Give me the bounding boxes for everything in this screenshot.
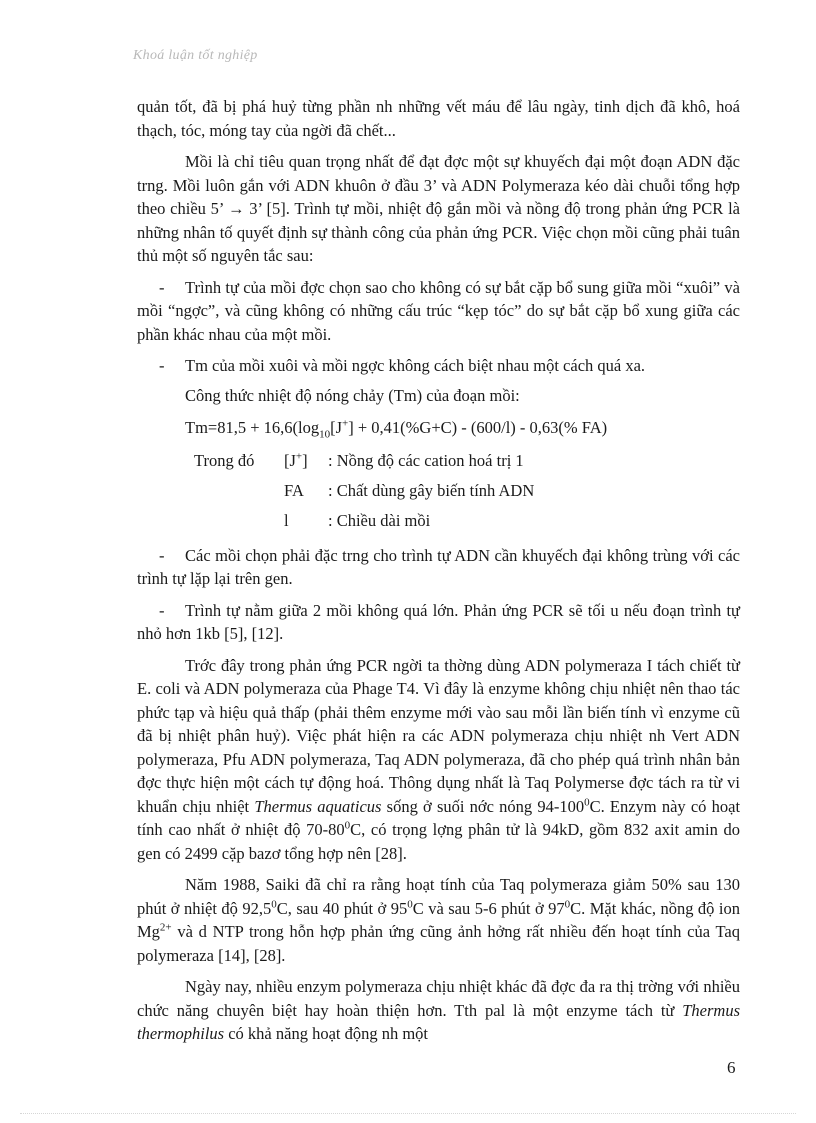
footer-divider	[20, 1113, 796, 1114]
bullet-item	[137, 354, 740, 378]
bullet-dash: -	[159, 600, 165, 620]
definition-row	[137, 476, 740, 506]
definition-lead: Trong đó	[194, 450, 255, 470]
paragraph-modern-enzymes: Ngày nay, nhiều enzym polymeraza chịu nhiệt khác đã đợc đa ra thị trờng với nhiều chức năng chuyên biệt hay hoàn thiện hơn. Tth pal là một enzyme tách từ Thermus thermophilus có khả năng hoạt động nh một	[137, 977, 740, 1043]
tm-formula: $Tm=81,5 + 16,6(\log_{10}[J^+] + 0,41(\%G+C) - (600/l) - 0,63(\%$ FA)	[185, 417, 608, 441]
paragraph-polymerase: Trớc đây trong phản ứng PCR ngời ta thờng dùng ADN polymeraza I tách chiết từ E. coli và ADN polymeraza của Phage T4. Vì đây là enzyme không chịu nhiệt nên thao tác phức tạp và hiệu quả thấp (phải thêm enzyme mới vào sau mỗi lần biến tính vì enzyme cũ đã bị nhiệt phân huỷ). Việc phát hiện ra các ADN polymeraza chịu nhiệt nh Vert ADN polymeraza, Pfu ADN polymeraza, Taq ADN polymeraza, đã cho phép quá trình nhân bản đợc thực hiện một cách tự động hoá. Thông dụng nhất là Taq Polymerse đợc tách ra từ vi khuẩn chịu nhiệt Thermus aquaticus sống ở suối nớc nóng $94-100^0C$. Enzym này có hoạt tính cao nhất ở nhiệt độ $70-80^0C$, có trọng lợng phân tử là 94kD, gồm 832 axit amin do gen có 2499 cặp bazơ tổng hợp nên [28].	[137, 655, 741, 863]
bullet-text: Các mồi chọn phải đặc trng cho trình tự ADN cần khuyếch đại không trùng với các trình tự lặp lại trên gen.	[137, 545, 740, 588]
page-number: 6	[727, 1058, 736, 1077]
definition-text: : Nồng độ các cation hoá trị 1	[328, 450, 524, 470]
bullet-dash: -	[159, 545, 165, 565]
bullet-item	[137, 544, 740, 591]
running-header: Khoá luận tốt nghiệp	[133, 48, 258, 63]
definition-text: : Chất dùng gây biến tính ADN	[328, 480, 535, 500]
bullet-text: Tm của mồi xuôi và mồi ngợc không cách biệt nhau một cách quá xa.	[185, 356, 646, 375]
bullet-dash: -	[159, 277, 165, 297]
definition-text: : Chiều dài mồi	[328, 510, 431, 530]
bullet-item	[137, 599, 740, 646]
formula-intro: Công thức nhiệt độ nóng chảy (Tm) của đoạn mồi:	[185, 385, 520, 405]
definition-symbol: FA	[284, 480, 304, 500]
definition-row	[137, 506, 740, 536]
document-body	[137, 95, 740, 1046]
definition-symbol: l	[284, 510, 289, 530]
bullet-text: Trình tự của mồi đợc chọn sao cho không có sự bắt cặp bổ sung giữa mồi “xuôi” và mồi “ngợc”, và cũng không có những cấu trúc “kẹp tóc” do sự bắt cặp bổ xung giữa các phần khác nhau của một mồi.	[137, 277, 740, 344]
definition-row	[137, 446, 740, 476]
bullet-dash: -	[159, 356, 165, 375]
bullet-item	[137, 276, 740, 347]
paragraph-saiki: Năm 1988, Saiki đã chỉ ra rằng hoạt tính của Taq polymeraza giảm 50% sau 130 phút ở nhiệt độ 92,5$^0$C, sau 40 phút ở $95^0C$ và sau 5-6 phút ở $97^0C$. Mặt khác, nồng độ ion $Mg^{2+}$ và d NTP trong hỗn hợp phản ứng cũng ảnh hởng rất nhiều đến hoạt tính của Taq polymeraza [14], [28].	[137, 875, 740, 965]
definition-symbol: [J+]	[284, 450, 308, 470]
formula-definitions	[137, 446, 740, 536]
paragraph-primer: Mồi là chỉ tiêu quan trọng nhất để đạt đợc một sự khuyếch đại một đoạn ADN đặc trng. Mồi luôn gắn với ADN khuôn ở đầu 3’ và ADN Polymeraza kéo dài chuỗi tổng hợp theo chiều 5’ → 3’ [5]. Trình tự mồi, nhiệt độ gắn mồi và nồng độ trong phản ứng PCR là những nhân tố quyết định sự thành công của phản ứng PCR. Việc chọn mồi cũng phải tuân thủ một số nguyên tắc sau:	[137, 152, 740, 265]
paragraph-continuation: quản tốt, đã bị phá huỷ từng phần nh những vết máu để lâu ngày, tinh dịch đã khô, hoá thạch, tóc, móng tay của ngời đã chết...	[137, 97, 740, 140]
bullet-text: Trình tự nằm giữa 2 mồi không quá lớn. Phản ứng PCR sẽ tối u nếu đoạn trình tự nhỏ hơn 1kb [5], [12].	[137, 600, 740, 643]
